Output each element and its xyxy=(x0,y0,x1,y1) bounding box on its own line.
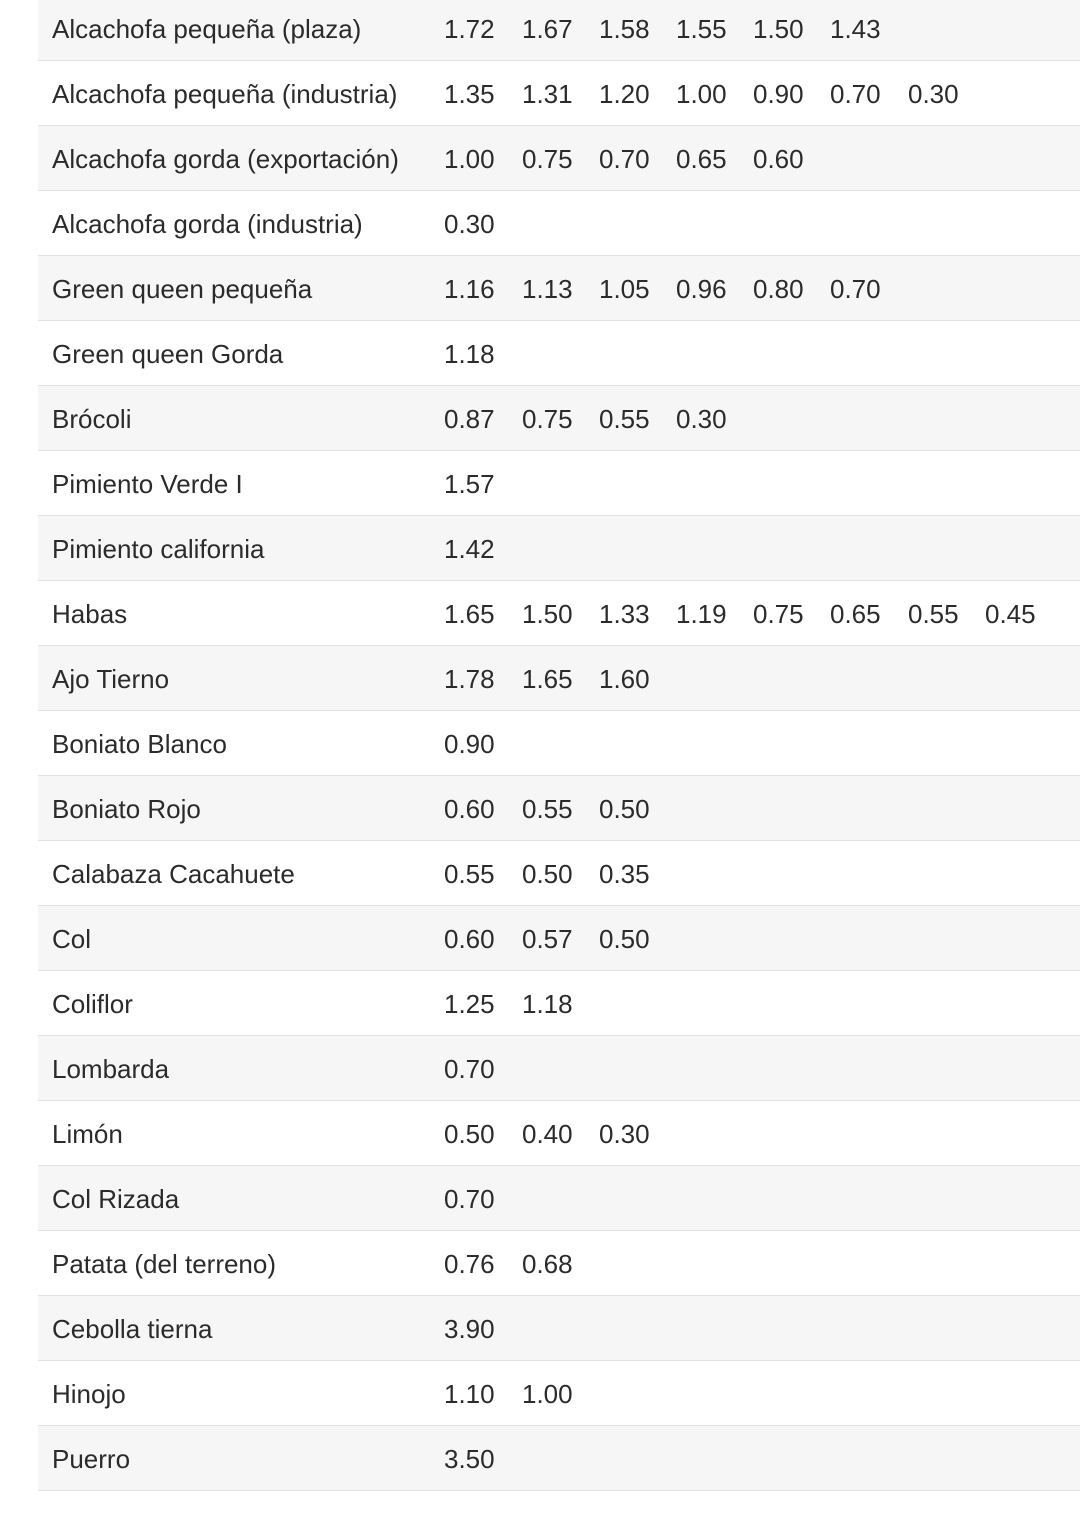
product-name-cell: Green queen Gorda xyxy=(52,339,284,369)
price-cell: 1.10 xyxy=(444,1379,495,1409)
price-cell: 1.35 xyxy=(444,79,495,109)
price-cell: 0.68 xyxy=(522,1249,573,1279)
table-row xyxy=(38,1426,1080,1491)
product-name-cell: Col Rizada xyxy=(52,1184,180,1214)
price-cell: 1.13 xyxy=(522,274,573,304)
price-cell: 1.25 xyxy=(444,989,495,1019)
price-cell: 0.75 xyxy=(522,404,573,434)
price-cell: 0.55 xyxy=(444,859,495,889)
price-cell: 1.33 xyxy=(599,599,650,629)
price-cell: 0.76 xyxy=(444,1249,495,1279)
price-cell: 1.20 xyxy=(599,79,650,109)
price-cell: 1.42 xyxy=(444,534,495,564)
price-cell: 1.19 xyxy=(676,599,727,629)
product-name-cell: Alcachofa pequeña (industria) xyxy=(52,79,398,109)
price-cell: 0.96 xyxy=(676,274,727,304)
price-cell: 0.50 xyxy=(599,794,650,824)
price-cell: 1.16 xyxy=(444,274,495,304)
product-name-cell: Limón xyxy=(52,1119,123,1149)
price-cell: 1.58 xyxy=(599,14,650,44)
table-row xyxy=(38,711,1080,776)
price-cell: 0.57 xyxy=(522,924,573,954)
price-cell: 0.70 xyxy=(599,144,650,174)
table-row xyxy=(38,646,1080,711)
price-cell: 0.70 xyxy=(830,274,881,304)
table-row xyxy=(38,776,1080,841)
price-cell: 3.90 xyxy=(444,1314,495,1344)
price-cell: 0.30 xyxy=(599,1119,650,1149)
price-cell: 0.30 xyxy=(676,404,727,434)
price-cell: 0.55 xyxy=(599,404,650,434)
table-row xyxy=(38,321,1080,386)
product-name-cell: Col xyxy=(52,924,92,954)
price-cell: 1.78 xyxy=(444,664,495,694)
product-name-cell: Cebolla tierna xyxy=(52,1314,213,1344)
table-row xyxy=(38,126,1080,191)
price-cell: 1.43 xyxy=(830,14,881,44)
table-row xyxy=(38,1036,1080,1101)
price-cell: 0.87 xyxy=(444,404,495,434)
table-row xyxy=(38,906,1080,971)
product-name-cell: Alcachofa gorda (industria) xyxy=(52,209,363,239)
price-cell: 0.50 xyxy=(599,924,650,954)
price-cell: 0.75 xyxy=(522,144,573,174)
price-cell: 1.05 xyxy=(599,274,650,304)
table-row xyxy=(38,581,1080,646)
price-cell: 1.31 xyxy=(522,79,573,109)
table-row xyxy=(38,61,1080,126)
price-cell: 0.45 xyxy=(985,599,1036,629)
price-cell: 1.67 xyxy=(522,14,573,44)
table-row xyxy=(38,1361,1080,1426)
product-name-cell: Lombarda xyxy=(52,1054,170,1084)
table-row xyxy=(38,0,1080,61)
price-cell: 1.00 xyxy=(444,144,495,174)
product-name-cell: Pimiento Verde I xyxy=(52,469,243,499)
price-cell: 0.55 xyxy=(908,599,959,629)
price-cell: 0.90 xyxy=(753,79,804,109)
price-cell: 0.70 xyxy=(444,1184,495,1214)
product-name-cell: Ajo Tierno xyxy=(52,664,170,694)
price-cell: 0.50 xyxy=(522,859,573,889)
product-name-cell: Boniato Blanco xyxy=(52,729,227,759)
table-row xyxy=(38,451,1080,516)
price-cell: 0.65 xyxy=(830,599,881,629)
product-name-cell: Patata (del terreno) xyxy=(52,1249,277,1279)
price-cell: 0.90 xyxy=(444,729,495,759)
price-cell: 0.35 xyxy=(599,859,650,889)
price-cell: 0.60 xyxy=(444,924,495,954)
price-cell: 0.70 xyxy=(830,79,881,109)
price-cell: 1.65 xyxy=(444,599,495,629)
price-cell: 1.65 xyxy=(522,664,573,694)
price-cell: 1.60 xyxy=(599,664,650,694)
table-row xyxy=(38,386,1080,451)
table-row xyxy=(38,1166,1080,1231)
product-name-cell: Pimiento california xyxy=(52,534,265,564)
price-cell: 0.70 xyxy=(444,1054,495,1084)
table-row xyxy=(38,1296,1080,1361)
table-row xyxy=(38,1101,1080,1166)
product-name-cell: Boniato Rojo xyxy=(52,794,201,824)
product-name-cell: Green queen pequeña xyxy=(52,274,313,304)
price-cell: 1.55 xyxy=(676,14,727,44)
price-cell: 0.30 xyxy=(444,209,495,239)
table-row xyxy=(38,256,1080,321)
table-row xyxy=(38,191,1080,256)
table-row xyxy=(38,971,1080,1036)
table-row xyxy=(38,841,1080,906)
product-name-cell: Alcachofa gorda (exportación) xyxy=(52,144,399,174)
price-cell: 0.60 xyxy=(444,794,495,824)
product-name-cell: Hinojo xyxy=(52,1379,126,1409)
price-cell: 0.75 xyxy=(753,599,804,629)
price-cell: 1.00 xyxy=(676,79,727,109)
product-name-cell: Habas xyxy=(52,599,128,629)
price-cell: 1.72 xyxy=(444,14,495,44)
product-name-cell: Alcachofa pequeña (plaza) xyxy=(52,14,362,44)
price-cell: 0.65 xyxy=(676,144,727,174)
product-name-cell: Coliflor xyxy=(52,989,133,1019)
table-row xyxy=(38,1231,1080,1296)
product-name-cell: Puerro xyxy=(52,1444,131,1474)
price-cell: 0.50 xyxy=(444,1119,495,1149)
price-cell: 1.18 xyxy=(522,989,573,1019)
price-cell: 0.40 xyxy=(522,1119,573,1149)
price-cell: 1.50 xyxy=(753,14,804,44)
price-cell: 1.18 xyxy=(444,339,495,369)
price-cell: 0.30 xyxy=(908,79,959,109)
price-cell: 1.50 xyxy=(522,599,573,629)
table-row xyxy=(38,516,1080,581)
price-cell: 0.60 xyxy=(753,144,804,174)
price-table xyxy=(38,0,1080,1491)
product-name-cell: Calabaza Cacahuete xyxy=(52,859,295,889)
price-cell: 1.00 xyxy=(522,1379,573,1409)
product-name-cell: Brócoli xyxy=(52,404,132,434)
price-cell: 0.80 xyxy=(753,274,804,304)
price-cell: 3.50 xyxy=(444,1444,495,1474)
price-cell: 0.55 xyxy=(522,794,573,824)
price-cell: 1.57 xyxy=(444,469,495,499)
